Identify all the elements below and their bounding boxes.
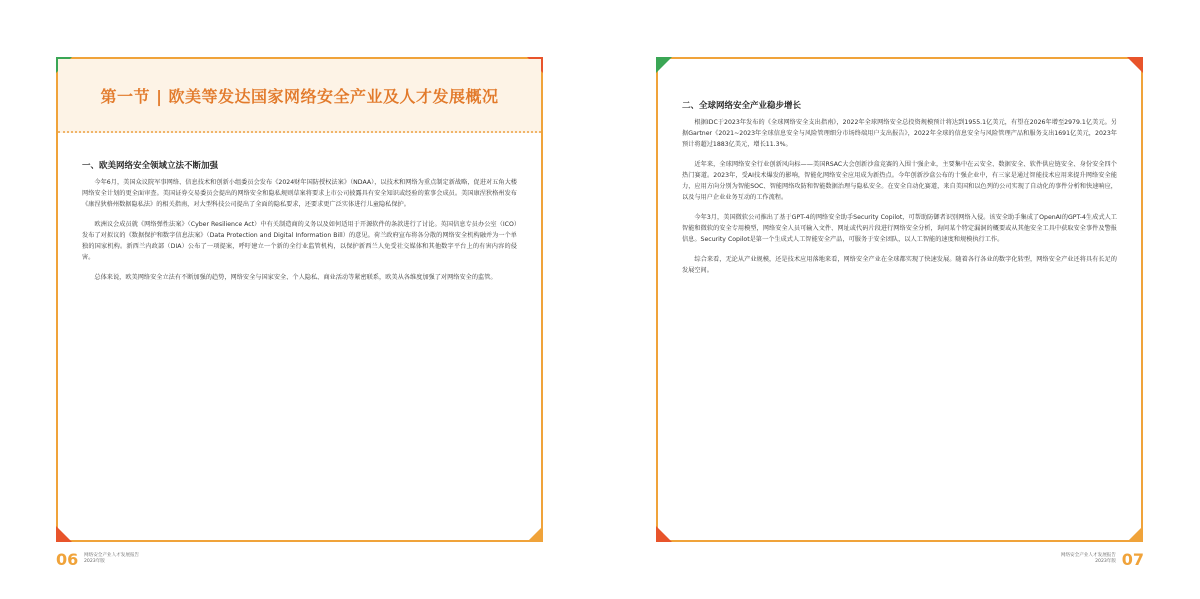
page-number: 07 <box>1121 550 1144 569</box>
section-title: 第一节 | 欧美等发达国家网络安全产业及人才发展概况 <box>100 86 499 106</box>
right-content <box>682 99 1117 285</box>
paragraph: 今年3月，美国微软公司推出了基于GPT-4的网络安全助手Security Copilot，可帮助防御者识别网络入侵。该安全助手集成了OpenAI的GPT-4生成式人工智能和微软的安全专用模型，网络安全人员可输入文件、网址或代码片段进行网络安全分析，询问某个特定漏洞的概要或从其他安全工具中获取安全事件及警报信息。Security Copilot是第一个生成式人工智能安全产品，可服务于安全团队，以人工智能的速度和规模执行工作。 <box>682 214 1117 243</box>
paragraph: 总体来说，欧美网络安全立法有不断加强的趋势，网络安全与国家安全、个人隐私、商业活动等紧密联系，欧美从各维度加强了对网络安全的监管。 <box>94 274 497 281</box>
footer-edition: 2023年版 <box>1095 559 1116 564</box>
sub-heading: 一、欧美网络安全领域立法不断加强 <box>82 161 219 171</box>
corner-decoration <box>1127 526 1143 542</box>
paragraph: 根据IDC于2023年发布的《全球网络安全支出指南》，2022年全球网络安全总投资规模预计将达到1955.1亿美元，有望在2026年增至2979.1亿美元。另据Gartner《2021~2023年全球信息安全与风险管理细分市场终端用户支出报告》，2022年全球的信息安全与风险管理产品和服务支出1691亿美元，2023年预计将超过1883亿美元，增长11.3%。 <box>682 119 1117 148</box>
corner-decoration <box>56 526 72 542</box>
paragraph: 今年6月，美国众议院军事网络、信息技术和创新小组委员会发布《2024财年国防授权法案》（NDAA），以技术和网络为重点制定新战略，促进对五角大楼网络安全计划的更全面审查。美国证券交易委员会提出的网络安全和隐私规则草案将要求上市公司披露具有安全知识或经验的董事会成员。美国康涅狄格州发布《康涅狄格州数据隐私法》的相关指南，对大型科技公司提出了全面的隐私要求，还要求更广泛实体进行儿童隐私保护。 <box>82 179 517 208</box>
corner-decoration <box>656 57 672 73</box>
paragraph: 欧洲议会成员就《网络弹性法案》（Cyber Resilience Act）中有关制造商的义务以及如何适用于开源软件的条款进行了讨论。英国信息专员办公室（ICO）发布了对拟议的《数据保护和数字信息法案》（Data Protection and Digital Information Bill）的意见。荷兰政府宣布将各分散的网络安全机构融并为一个单独的国家机构。新西兰内政部（DIA）公布了一项提案，呼吁建立一个新的全行业监管机构，以保护新西兰人免受社交媒体和其他数字平台上的有害内容的侵害。 <box>82 221 517 261</box>
paragraph: 综合来看，无论从产业规模，还是技术应用落地来看，网络安全产业在全球都实现了快速发展。随着各行各业的数字化转型，网络安全产业还将具有长足的发展空间。 <box>682 256 1117 274</box>
corner-decoration <box>527 526 543 542</box>
left-content <box>82 159 517 292</box>
sub-heading: 二、全球网络安全产业稳步增长 <box>682 101 802 111</box>
footer-edition: 2023年版 <box>84 559 105 564</box>
footer-report-title: 网络安全产业人才发展报告 <box>84 553 140 558</box>
left-page <box>56 57 543 542</box>
corner-decoration <box>1127 57 1143 73</box>
footer-report-title: 网络安全产业人才发展报告 <box>1060 553 1116 558</box>
corner-decoration <box>656 526 672 542</box>
right-page <box>656 57 1143 542</box>
paragraph: 近年来，全球网络安全行业创新风向标——美国RSAC大会创新沙盒竞赛的入围十强企业，主要集中在云安全、数据安全、软件供应链安全、身份安全四个热门赛道。2023年，受AI技术爆发的影响，智能化网络安全应用成为新热点。今年创新沙盒公布的十强企业中，有三家是通过智能技术应用来提升网络安全能力，应用方向分别为智能SOC、智能网络攻防和智能数据治理与隐私安全。在安全自动化赛道，来自美国和以色列的公司实现了自动化的事件分析和快速响应，以及与用户企业业务互动的工作流程。 <box>682 161 1117 201</box>
page-number: 06 <box>56 550 79 569</box>
section-header <box>58 59 541 133</box>
